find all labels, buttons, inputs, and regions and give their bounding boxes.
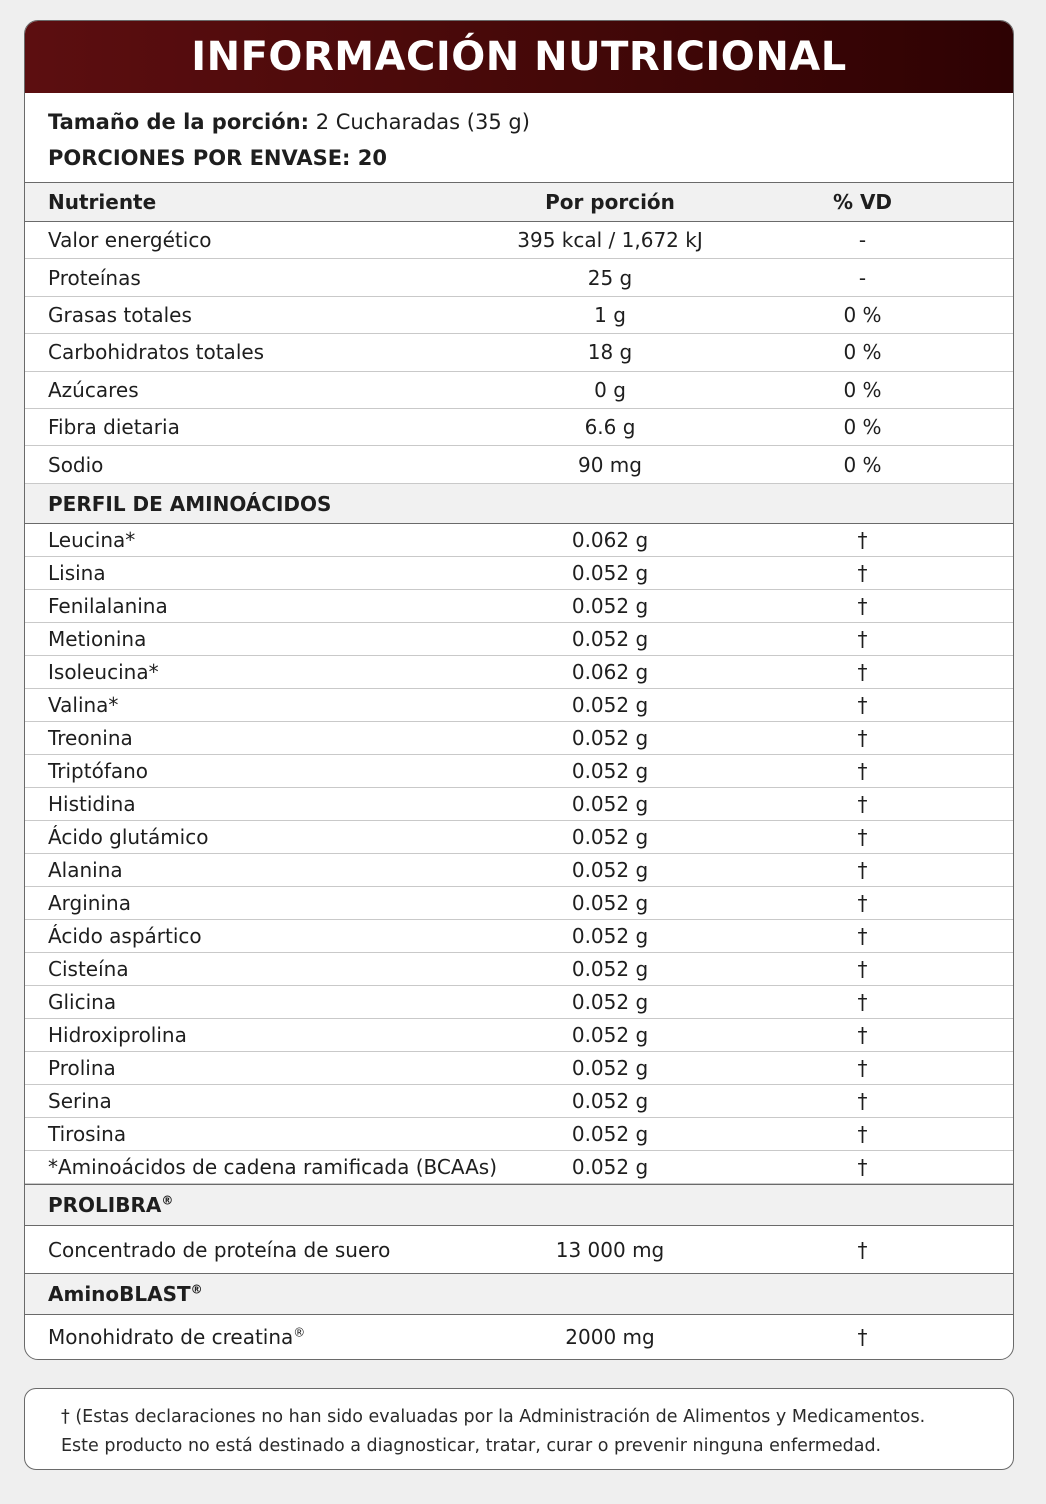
daily-value: 0 % — [843, 415, 882, 440]
nutrient-amount: 0.052 g — [571, 792, 649, 816]
table-row: Monohidrato de creatina® 2000 mg † — [48, 1325, 868, 1349]
daily-value: † — [857, 1155, 868, 1179]
nutrient-amount: 0.052 g — [571, 594, 649, 618]
table-row — [25, 1052, 1013, 1085]
serving-info — [25, 93, 1013, 183]
table-row — [25, 722, 1013, 755]
nutrient-amount: 18 g — [587, 340, 633, 365]
serving-size-value: 2 Cucharadas (35 g) — [315, 110, 530, 134]
nutrient-amount: 0.052 g — [571, 858, 649, 882]
daily-value: † — [857, 759, 868, 783]
nutrient-amount: 0.052 g — [571, 726, 649, 750]
daily-value: 0 % — [843, 302, 882, 327]
nutrient-name: Hidroxiprolina — [48, 1023, 187, 1047]
nutrient-name: Fibra dietaria — [48, 415, 180, 440]
nutrient-name: Triptófano — [48, 759, 149, 783]
table-row — [25, 590, 1013, 623]
table-row — [25, 1118, 1013, 1151]
nutrient-name: Cisteína — [48, 957, 129, 981]
disclaimer-line-2: Este producto no está destinado a diagnosticar, tratar, curar o prevenir ninguna enfermedad. — [61, 1436, 882, 1456]
table-header — [25, 183, 1013, 222]
daily-value: † — [857, 726, 868, 750]
daily-value: † — [857, 693, 868, 717]
registered-mark: ® — [293, 1325, 306, 1340]
nutrient-name: Arginina — [48, 891, 131, 915]
table-row — [25, 446, 1013, 483]
nutrient-name: Lisina — [48, 561, 106, 585]
nutrient-amount: 0.052 g — [571, 990, 649, 1014]
daily-value: † — [857, 561, 868, 585]
nutrient-amount: 0.052 g — [571, 1089, 649, 1113]
table-row — [25, 854, 1013, 887]
registered-mark: ® — [161, 1193, 174, 1208]
amino-section-header: PERFIL DE AMINOÁCIDOS — [25, 484, 1013, 524]
table-row — [25, 1019, 1013, 1052]
table-row — [25, 372, 1013, 409]
nutrient-amount: 0.052 g — [571, 1023, 649, 1047]
nutrient-amount: 0.052 g — [571, 561, 649, 585]
table-row — [25, 986, 1013, 1019]
nutrient-name: Treonina — [48, 726, 133, 750]
nutrient-name: Fenilalanina — [48, 594, 168, 618]
nutrient-amount: 0.062 g — [571, 528, 649, 552]
nutrient-amount: 395 kcal / 1,672 kJ — [517, 228, 703, 253]
daily-value: 0 % — [843, 452, 882, 477]
registered-mark: ® — [190, 1282, 203, 1297]
serving-size-label: Tamaño de la porción: — [48, 110, 310, 134]
daily-value: † — [857, 627, 868, 651]
nutrient-amount: 6.6 g — [584, 415, 636, 440]
table-row — [25, 755, 1013, 788]
table-row — [25, 821, 1013, 854]
panel-title: INFORMACIÓN NUTRICIONAL — [25, 21, 1013, 93]
prolibra-section-header — [25, 1184, 1013, 1226]
nutrient-name: Glicina — [48, 990, 117, 1014]
daily-value: † — [857, 594, 868, 618]
daily-value: † — [857, 528, 868, 552]
nutrient-name: Valor energético — [48, 228, 212, 253]
nutrient-amount: 90 mg — [578, 452, 642, 477]
nutrient-amount: 0.052 g — [571, 891, 649, 915]
table-row: Concentrado de proteína de suero 13 000 mg † — [25, 1226, 1013, 1274]
nutrient-amount: 0.052 g — [571, 924, 649, 948]
table-row — [25, 1085, 1013, 1118]
nutrient-name: Serina — [48, 1089, 112, 1113]
nutrient-name: Metionina — [48, 627, 147, 651]
table-row — [25, 524, 1013, 557]
nutrient-amount: 0.052 g — [571, 627, 649, 651]
aminoblast-label: AminoBLAST — [48, 1282, 191, 1306]
nutrient-name: Tirosina — [48, 1122, 127, 1146]
daily-value: † — [857, 924, 868, 948]
nutrient-name: Grasas totales — [48, 302, 192, 327]
nutrient-name: Ácido aspártico — [48, 924, 202, 948]
prolibra-label: PROLIBRA — [48, 1193, 162, 1217]
nutrient-name: Alanina — [48, 858, 123, 882]
nutrient-amount: 1 g — [594, 302, 626, 327]
daily-value: - — [858, 228, 867, 253]
table-row — [25, 953, 1013, 986]
nutrient-name: Carbohidratos totales — [48, 340, 265, 365]
disclaimer-box — [24, 1388, 1014, 1470]
table-row — [25, 409, 1013, 446]
header-nutrient: Nutriente — [48, 190, 157, 214]
daily-value: † — [857, 792, 868, 816]
nutrient-amount: 0 g — [594, 377, 626, 402]
header-daily-value: % VD — [832, 190, 893, 214]
nutrient-name: Azúcares — [48, 377, 139, 402]
daily-value: 0 % — [843, 340, 882, 365]
daily-value: † — [857, 858, 868, 882]
table-row — [25, 656, 1013, 689]
daily-value: † — [857, 990, 868, 1014]
daily-value: 0 % — [843, 377, 882, 402]
serving-size — [48, 107, 1013, 143]
table-row — [25, 334, 1013, 371]
daily-value: † — [857, 891, 868, 915]
nutrient-name: Ácido glutámico — [48, 825, 209, 849]
nutrient-amount: 0.052 g — [571, 825, 649, 849]
nutrient-amount: 0.062 g — [571, 660, 649, 684]
daily-value: † — [857, 1089, 868, 1113]
nutrient-name: Isoleucina* — [48, 660, 159, 684]
nutrition-facts-panel — [24, 20, 1014, 1360]
nutrient-name: Valina* — [48, 693, 119, 717]
daily-value: - — [858, 265, 867, 290]
portions-per-package: PORCIONES POR ENVASE: 20 — [48, 146, 387, 170]
daily-value: † — [857, 1056, 868, 1080]
table-row — [25, 259, 1013, 296]
nutrient-name: Prolina — [48, 1056, 116, 1080]
table-row — [25, 623, 1013, 656]
daily-value: † — [857, 1122, 868, 1146]
table-row — [25, 788, 1013, 821]
nutrient-amount: 0.052 g — [571, 693, 649, 717]
nutrient-name: Leucina* — [48, 528, 136, 552]
disclaimer-line-1: † (Estas declaraciones no han sido evaluadas por la Administración de Alimentos y Medicamentos. — [61, 1407, 926, 1427]
table-row — [25, 222, 1013, 259]
nutrient-name: *Aminoácidos de cadena ramificada (BCAAs) — [48, 1155, 498, 1179]
table-row — [25, 297, 1013, 334]
daily-value: † — [857, 957, 868, 981]
aminoblast-section-header — [25, 1274, 1013, 1315]
nutrient-amount: 0.052 g — [571, 1122, 649, 1146]
nutrient-amount: 0.052 g — [571, 759, 649, 783]
table-row — [25, 920, 1013, 953]
nutrient-amount: 0.052 g — [571, 1056, 649, 1080]
nutrient-name: Proteínas — [48, 265, 141, 290]
daily-value: † — [857, 825, 868, 849]
nutrient-name: Histidina — [48, 792, 136, 816]
nutrient-amount: 25 g — [587, 265, 633, 290]
header-per-serving: Por porción — [545, 190, 675, 214]
table-row — [25, 1151, 1013, 1184]
daily-value: † — [857, 1023, 868, 1047]
nutrient-amount: 0.052 g — [571, 957, 649, 981]
table-row — [25, 557, 1013, 590]
nutrient-name: Sodio — [48, 452, 104, 477]
nutrient-amount: 0.052 g — [571, 1155, 649, 1179]
daily-value: † — [857, 660, 868, 684]
table-row — [25, 887, 1013, 920]
table-row — [25, 689, 1013, 722]
